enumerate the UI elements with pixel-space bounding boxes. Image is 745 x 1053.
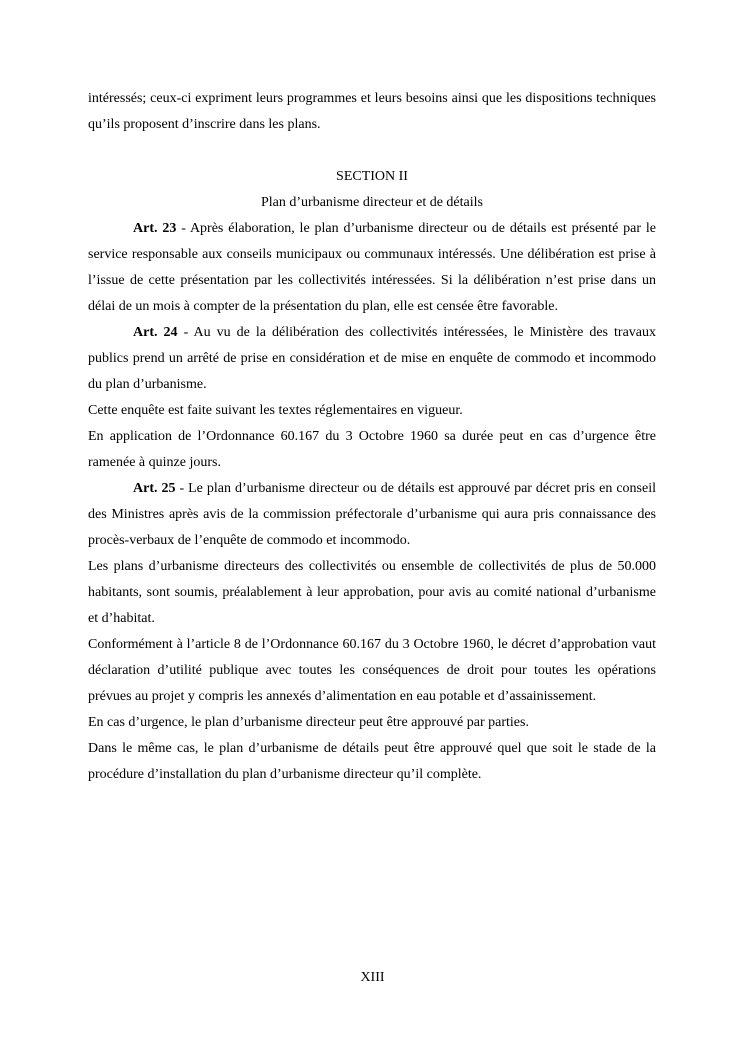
section-number: SECTION II [336,169,408,184]
document-page [88,86,656,788]
article-24 [88,320,656,398]
article-24-text: - Au vu de la délibération des collectivités intéressées, le Ministère des travaux publics prend un arrêté de prise en considération et de mise en enquête de commodo et incommodo du plan d’urbanisme. [88,325,656,392]
intro-paragraph: intéressés; ceux-ci expriment leurs programmes et leurs besoins ainsi que les dispositions techniques qu’ils proposent d’inscrire dans les plans. [88,91,656,132]
article-25-paragraph-5: Dans le même cas, le plan d’urbanisme de détails peut être approuvé quel que soit le stade de la procédure d’installation du plan d’urbanisme directeur qu’il complète. [88,741,656,782]
article-25-paragraph-4: En cas d’urgence, le plan d’urbanisme directeur peut être approuvé par parties. [88,715,529,730]
article-25-text: - Le plan d’urbanisme directeur ou de détails est approuvé par décret pris en conseil des Ministres après avis de la commission préfectorale d’urbanisme qui aura pris connaissance des procès-verbaux de l’enquête de commodo et incommodo. [88,481,656,548]
article-25-paragraph-3: Conformément à l’article 8 de l’Ordonnance 60.167 du 3 Octobre 1960, le décret d’approbation vaut déclaration d’utilité publique avec toutes les conséquences de droit pour toutes les opérations prévues au projet y compris les annexés d’alimentation en eau potable et d’assainissement. [88,637,656,704]
article-25-paragraph-2: Les plans d’urbanisme directeurs des collectivités ou ensemble de collectivités de plus de 50.000 habitants, sont soumis, préalablement à leur approbation, pour avis au comité national d’urbanisme et d’habitat. [88,559,656,626]
article-25 [88,476,656,554]
article-24-paragraph-2: Cette enquête est faite suivant les textes réglementaires en vigueur. [88,403,463,418]
section-title: Plan d’urbanisme directeur et de détails [261,195,483,210]
article-25-ref: Art. 25 [133,481,176,496]
article-23-ref: Art. 23 [133,221,177,236]
article-23-text: - Après élaboration, le plan d’urbanisme directeur ou de détails est présenté par le service responsable aux conseils municipaux ou communaux intéressés. Une délibération est prise à l’issue de cette présentation par les collectivités intéressées. Si la délibération n’est prise dans un délai de un mois à compter de la présentation du plan, elle est censée être favorable. [88,221,656,314]
article-23 [88,216,656,320]
article-24-ref: Art. 24 [133,325,178,340]
article-24-paragraph-3: En application de l’Ordonnance 60.167 du 3 Octobre 1960 sa durée peut en cas d’urgence être ramenée à quinze jours. [88,429,656,470]
page-number: XIII [360,970,385,985]
